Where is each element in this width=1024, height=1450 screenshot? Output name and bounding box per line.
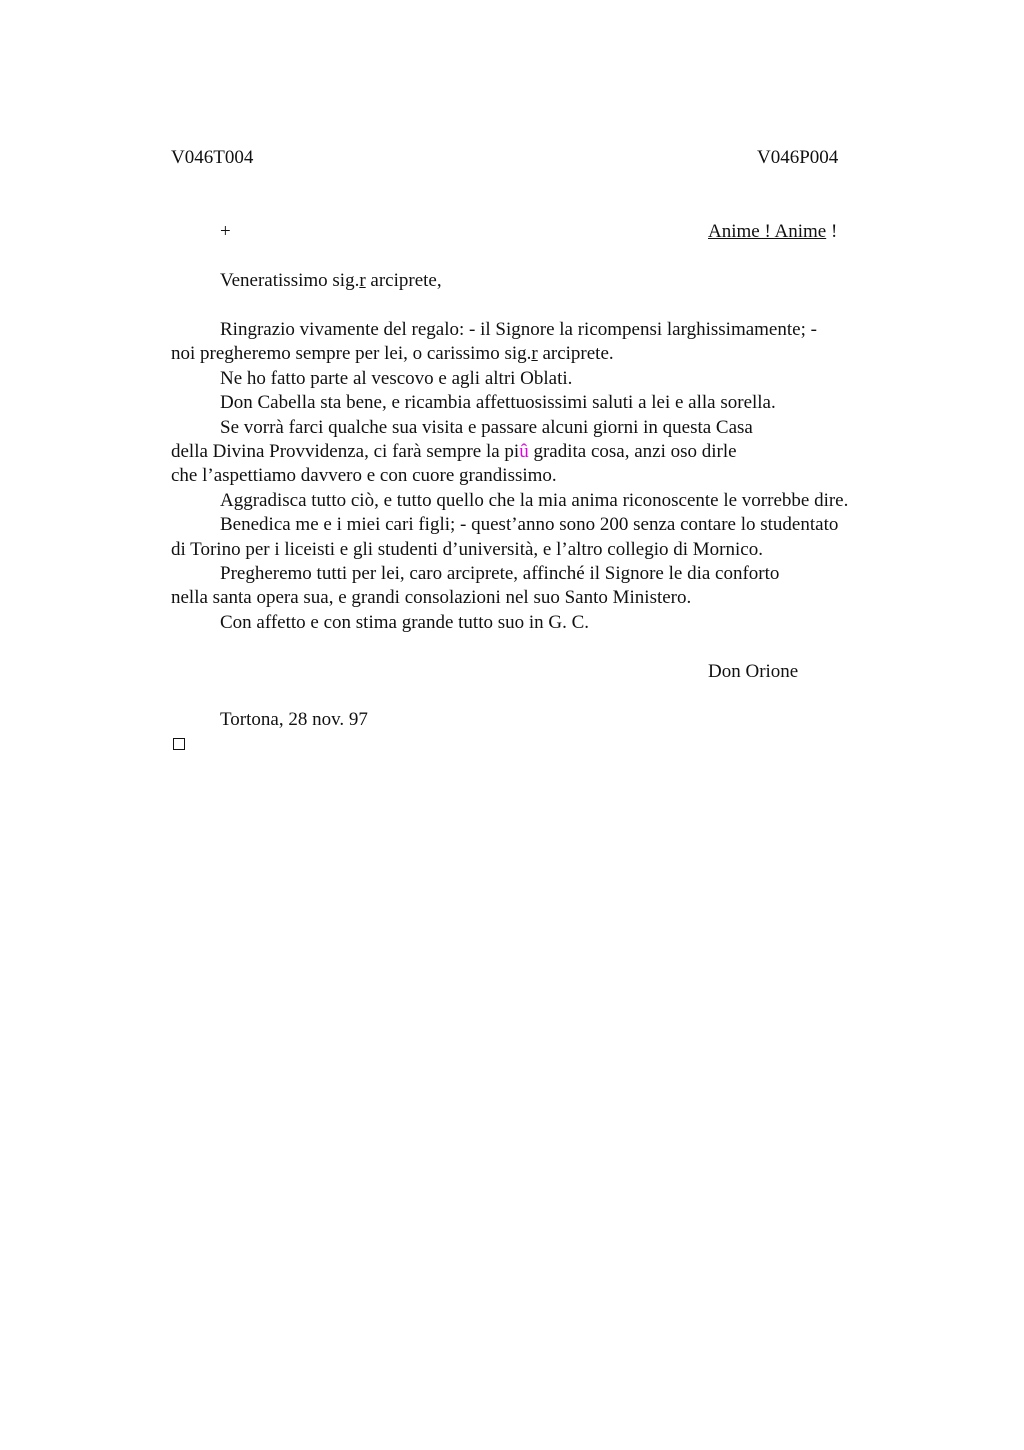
greeting-post: arciprete, xyxy=(365,270,442,291)
body-line-2-post: arciprete. xyxy=(537,343,614,364)
motto-underlined: Anime ! Anime xyxy=(708,221,827,242)
body-line-12: nella santa opera sua, e grandi consolazioni nel suo Santo Ministero. xyxy=(171,587,692,608)
body-line-10: di Torino per i liceisti e gli studenti d’università, e l’altro collegio di Mornico. xyxy=(171,539,763,560)
body-line-11: Pregheremo tutti per lei, caro arciprete, affinché il Signore le dia conforto xyxy=(220,563,780,584)
body-line-4: Don Cabella sta bene, e ricambia affettuosissimi saluti a lei e alla sorella. xyxy=(220,392,776,413)
greeting-pre: Veneratissimo sig. xyxy=(220,270,360,291)
body-line-8: Aggradisca tutto ciò, e tutto quello che la mia anima riconoscente le vorrebbe dire. xyxy=(220,490,849,511)
body-line-2 xyxy=(171,342,614,366)
body-line-6 xyxy=(171,440,737,464)
body-line-6-pre: della Divina Provvidenza, ci farà sempre la pi xyxy=(171,441,520,462)
body-line-2-pre: noi pregheremo sempre per lei, o carissimo sig. xyxy=(171,343,532,364)
body-line-1: Ringrazio vivamente del regalo: - il Signore la ricompensi larghissimamente; - xyxy=(220,319,817,340)
body-line-13: Con affetto e con stima grande tutto suo in G. C. xyxy=(220,612,590,633)
greeting xyxy=(220,269,442,293)
body-line-7: che l’aspettiamo davvero e con cuore grandissimo. xyxy=(171,465,557,486)
signature: Don Orione xyxy=(708,661,799,682)
body-line-6-post: gradita cosa, anzi oso dirle xyxy=(528,441,737,462)
motto xyxy=(708,220,837,244)
body-line-2-abbrev: r xyxy=(531,343,538,364)
empty-box-icon xyxy=(173,738,185,750)
doc-code-right: V046P004 xyxy=(757,147,839,168)
place-date: Tortona, 28 nov. 97 xyxy=(220,709,368,730)
motto-exclamation: ! xyxy=(826,221,838,242)
body-line-9: Benedica me e i miei cari figli; - quest’anno sono 200 senza contare lo studentato xyxy=(220,514,839,535)
cross-mark: + xyxy=(220,221,231,242)
body-line-3: Ne ho fatto parte al vescovo e agli altri Oblati. xyxy=(220,368,573,389)
body-line-6-mark: û xyxy=(519,441,529,462)
body-line-5: Se vorrà farci qualche sua visita e passare alcuni giorni in questa Casa xyxy=(220,417,753,438)
greeting-abbrev: r xyxy=(359,270,366,291)
doc-code-left: V046T004 xyxy=(171,147,254,168)
